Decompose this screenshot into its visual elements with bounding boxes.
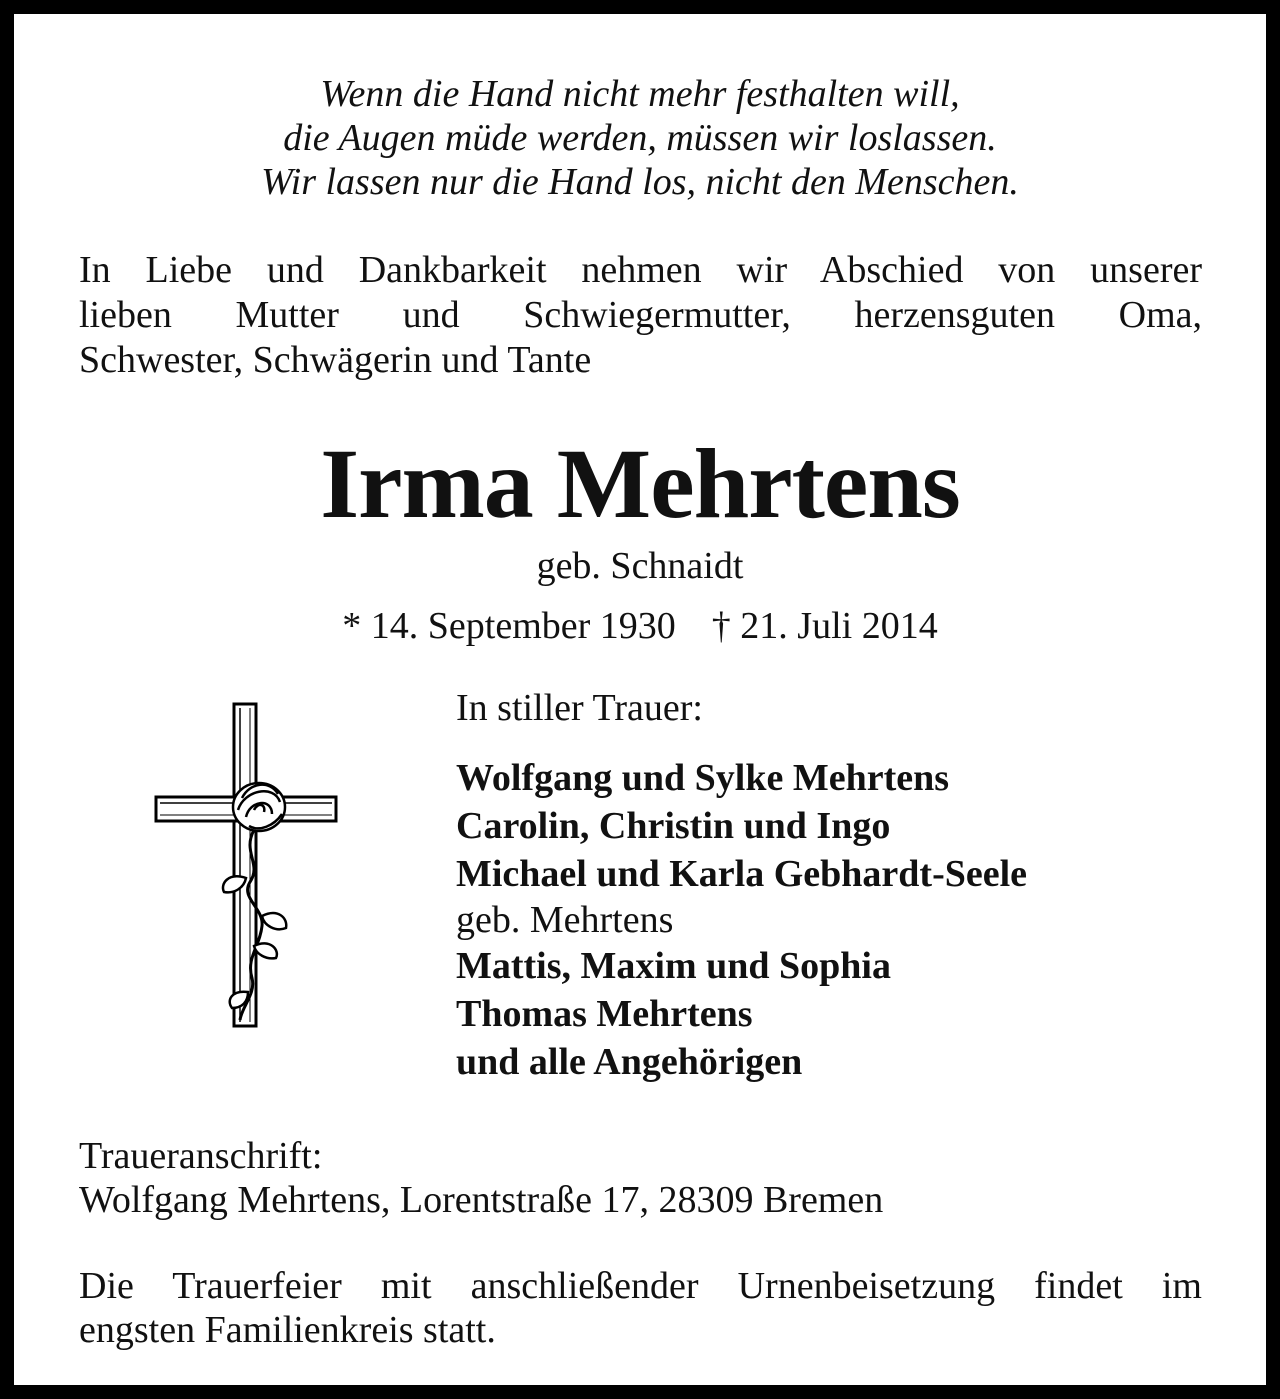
ceremony-line: Die Trauerfeier mit anschließender Urnenbeisetzung findet im [79,1265,1202,1307]
mourner-line: Wolfgang und Sylke Mehrtens [456,757,950,799]
mourner-line: Michael und Karla Gebhardt-Seele [456,853,1028,895]
ceremony-notice [79,1264,1202,1352]
motto-line: die Augen müde werden, müssen wir loslassen. [283,117,997,159]
motto-verse [14,72,1266,204]
intro-line: Schwester, Schwägerin und Tante [79,339,592,381]
address-value: Wolfgang Mehrtens, Lorentstraße 17, 28309 Bremen [79,1179,884,1221]
intro-line: lieben Mutter und Schwiegermutter, herzensguten Oma, [79,294,1202,336]
mourner-line: Carolin, Christin und Ingo [456,805,891,847]
mourners-lead: In stiller Trauer: [456,687,703,729]
maiden-name: geb. Schnaidt [536,545,744,587]
mourner-line: Mattis, Maxim und Sophia [456,945,891,987]
intro-paragraph [79,248,1202,383]
address-label: Traueranschrift: [79,1135,323,1177]
mourners-block [456,686,1216,1086]
motto-line: Wenn die Hand nicht mehr festhalten will, [320,73,960,115]
mourner-line: Thomas Mehrtens [456,993,753,1035]
mourner-line: und alle Angehörigen [456,1041,803,1083]
mourning-address [79,1134,1202,1222]
motto-line: Wir lassen nur die Hand los, nicht den Menschen. [261,161,1019,203]
deceased-name: Irma Mehrtens [320,428,960,539]
birth-date: * 14. September 1930 [342,605,676,647]
cross-with-rose-icon [154,702,338,1028]
ceremony-line: engsten Familienkreis statt. [79,1309,496,1351]
death-date: † 21. Juli 2014 [711,605,938,647]
intro-line: In Liebe und Dankbarkeit nehmen wir Abschied von unserer [79,249,1202,291]
life-dates [14,604,1266,648]
mourner-line: geb. Mehrtens [456,899,674,941]
